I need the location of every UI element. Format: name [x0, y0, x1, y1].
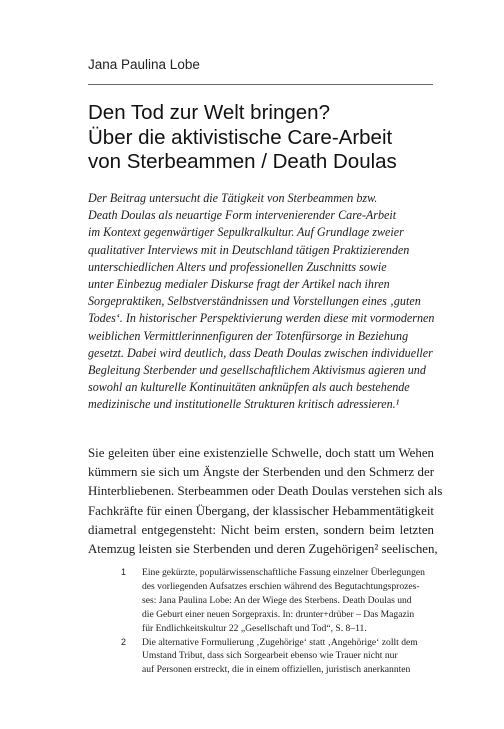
abstract-line: Der Beitrag untersucht die Tätigkeit von Sterbeammen bzw.	[88, 191, 378, 205]
abstract-line: gesetzt. Dabei wird deutlich, dass Death Doulas zwischen individueller	[88, 345, 433, 360]
footnote-line: Umstand Tribut, dass sich Sorgearbeit ebenso wie Trauer nicht nur	[142, 650, 398, 662]
footnote-line: die Geburt einer neuen Sorgepraxis. In: drunter+drüber – Das Magazin	[142, 608, 415, 620]
header-rule	[88, 84, 433, 85]
abstract-line: unterschiedlichen Alters und professionellen Zuschnitts sowie	[88, 259, 387, 274]
title-line: Über die aktivistische Care-Arbeit	[88, 125, 393, 149]
footnote	[121, 566, 442, 636]
body-text	[88, 444, 443, 559]
footnotes	[121, 566, 442, 677]
footnote-line: Die alternative Formulierung ‚Zugehörige‘ statt ‚Angehörige‘ zollt dem	[142, 636, 418, 648]
body-line: Hinterbliebenen. Sterbeammen oder Death Doulas verstehen sich als	[88, 484, 443, 499]
abstract-line: sowohl an kulturelle Kontinuitäten anknüpfen als auch bestehende	[88, 380, 410, 395]
abstract-line: medizinische und institutionelle Strukturen kritisch adressieren.¹	[88, 397, 400, 412]
abstract	[88, 190, 438, 414]
abstract-line: Todes‘. In historischer Perspektivierung werden diese mit vormodernen	[88, 311, 435, 326]
author-name: Jana Paulina Lobe	[88, 57, 200, 72]
footnote	[121, 636, 442, 678]
body-line: diametral entgegensteht: Nicht beim ersten, sondern beim letzten	[88, 522, 434, 537]
abstract-line: Begleitung Sterbender und gesellschaftlichem Aktivismus agieren und	[88, 363, 426, 378]
abstract-line: weiblichen Vermittlerinnenfiguren der Totenfürsorge in Beziehung	[88, 328, 409, 343]
abstract-line: im Kontext gegenwärtiger Sepulkralkultur. Auf Grundlage zweier	[88, 225, 404, 240]
body-line: kümmern sie sich um Ängste der Sterbenden und den Schmerz der	[88, 465, 434, 480]
title-line: von Sterbeammen / Death Doulas	[88, 150, 397, 173]
body-line: Fachkräfte für einen Übergang, der klassischer Hebammentätigkeit	[88, 503, 434, 518]
abstract-line: unter Einbezug medialer Diskurse fragt der Artikel nach ihren	[88, 277, 390, 292]
body-line: Atemzug leisten sie Sterbenden und deren Zugehörigen² seelischen,	[88, 542, 438, 557]
footnote-line: für Endlichkeitskultur 22 „Gesellschaft und Tod“, S. 8–11.	[142, 622, 367, 634]
footnote-line: auf Personen erstreckt, die in einem offiziellen, juristisch anerkannten	[142, 664, 411, 676]
body-line: Sie geleiten über eine existenzielle Schwelle, doch statt um Wehen	[88, 446, 434, 460]
footnote-number: 1	[121, 567, 127, 577]
abstract-line: qualitativer Interviews mit in Deutschland tätigen Praktizierenden	[88, 242, 410, 257]
abstract-line: Sorgepraktiken, Selbstverständnissen und Vorstellungen eines ‚guten	[88, 294, 421, 309]
footnote-number: 2	[121, 636, 127, 647]
footnote-line: Eine gekürzte, populärwissenschaftliche Fassung einzelner Überlegungen	[142, 567, 425, 578]
footnote-line: ses: Jana Paulina Lobe: An der Wiege des Sterbens. Death Doulas und	[142, 594, 412, 606]
article-title	[88, 101, 448, 175]
footnote-line: des vorliegenden Aufsatzes erschien während des Begutachtungsprozes-	[142, 580, 420, 592]
title-line: Den Tod zur Welt bringen?	[88, 101, 330, 124]
abstract-line: Death Doulas als neuartige Form intervenierender Care-Arbeit	[88, 208, 397, 223]
